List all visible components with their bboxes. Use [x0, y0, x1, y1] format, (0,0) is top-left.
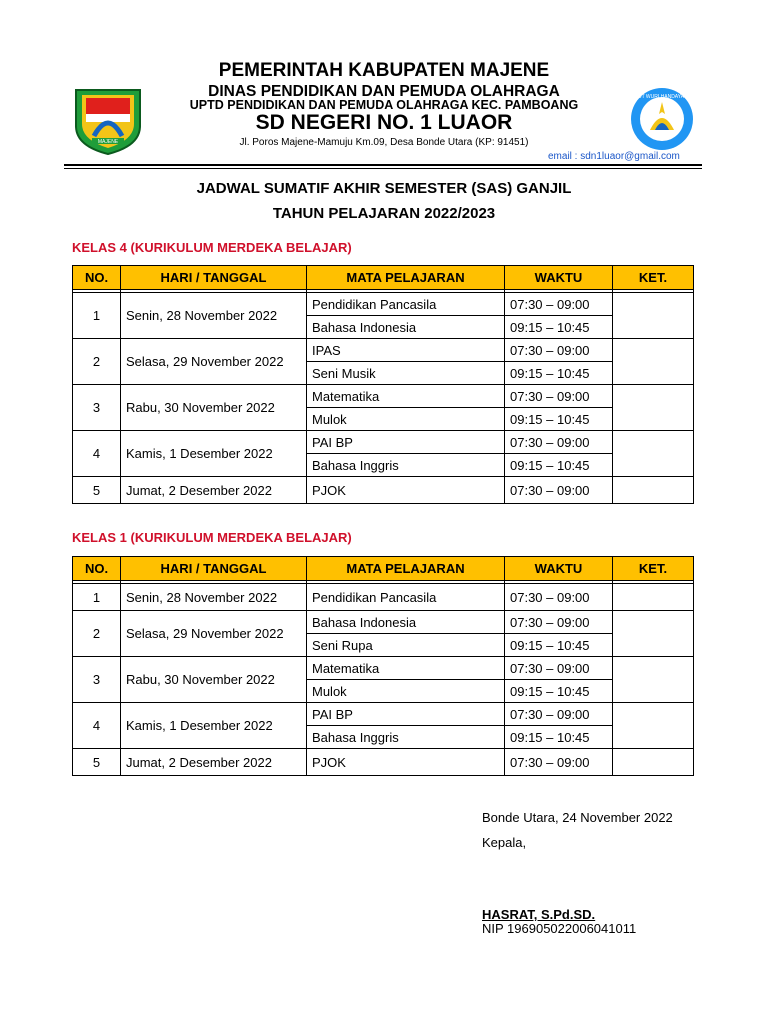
school-name: SD NEGERI NO. 1 LUAOR: [255, 111, 513, 134]
row-subject: Matematika: [307, 385, 505, 408]
signature-place-date: Bonde Utara, 24 November 2022: [482, 810, 673, 825]
table-row: [73, 584, 694, 611]
school-email[interactable]: email : sdn1luaor@gmail.com: [548, 151, 680, 162]
row-time: 09:15 – 10:45: [505, 362, 613, 385]
row-time: 07:30 – 09:00: [505, 339, 613, 362]
row-subject: Pendidikan Pancasila: [307, 584, 505, 611]
row-time: 09:15 – 10:45: [505, 726, 613, 749]
row-date: Jumat, 2 Desember 2022: [121, 477, 307, 504]
column-header: NO.: [73, 266, 121, 290]
row-subject: Bahasa Indonesia: [307, 611, 505, 634]
row-note: [613, 293, 694, 339]
row-date: Rabu, 30 November 2022: [121, 385, 307, 431]
row-date: Kamis, 1 Desember 2022: [121, 431, 307, 477]
svg-text:MAJENE: MAJENE: [97, 139, 119, 145]
row-date: Selasa, 29 November 2022: [121, 611, 307, 657]
column-header: MATA PELAJARAN: [307, 557, 505, 581]
row-subject: Mulok: [307, 408, 505, 431]
row-time: 07:30 – 09:00: [505, 431, 613, 454]
row-time: 09:15 – 10:45: [505, 680, 613, 703]
row-subject: PJOK: [307, 477, 505, 504]
row-note: [613, 339, 694, 385]
signature-name: HASRAT, S.Pd.SD.: [482, 907, 596, 922]
column-header: WAKTU: [505, 266, 613, 290]
column-header: HARI / TANGGAL: [121, 266, 307, 290]
table-row: [73, 339, 694, 362]
row-subject: Mulok: [307, 680, 505, 703]
table-header-row: [73, 557, 694, 581]
row-number: 4: [73, 431, 121, 477]
signature-role: Kepala,: [482, 835, 527, 850]
row-time: 09:15 – 10:45: [505, 634, 613, 657]
row-time: 09:15 – 10:45: [505, 454, 613, 477]
row-date: Jumat, 2 Desember 2022: [121, 749, 307, 776]
kelas1-schedule-table: [72, 556, 694, 776]
table-row: [73, 749, 694, 776]
column-header: MATA PELAJARAN: [307, 266, 505, 290]
row-date: Selasa, 29 November 2022: [121, 339, 307, 385]
table-row: [73, 657, 694, 680]
row-number: 2: [73, 611, 121, 657]
row-number: 2: [73, 339, 121, 385]
row-number: 4: [73, 703, 121, 749]
header-government: PEMERINTAH KABUPATEN MAJENE: [218, 60, 550, 81]
kelas1-heading: KELAS 1 (KURIKULUM MERDEKA BELAJAR): [72, 530, 352, 545]
row-subject: IPAS: [307, 339, 505, 362]
row-subject: Bahasa Inggris: [307, 726, 505, 749]
row-note: [613, 431, 694, 477]
school-address: Jl. Poros Majene-Mamuju Km.09, Desa Bonde Utara (KP: 91451): [239, 137, 529, 148]
row-note: [613, 385, 694, 431]
row-time: 07:30 – 09:00: [505, 477, 613, 504]
header-divider: [64, 164, 702, 166]
row-note: [613, 477, 694, 504]
column-header: HARI / TANGGAL: [121, 557, 307, 581]
row-date: Senin, 28 November 2022: [121, 584, 307, 611]
row-time: 09:15 – 10:45: [505, 316, 613, 339]
row-subject: Seni Rupa: [307, 634, 505, 657]
row-time: 07:30 – 09:00: [505, 611, 613, 634]
row-note: [613, 611, 694, 657]
row-date: Kamis, 1 Desember 2022: [121, 703, 307, 749]
row-note: [613, 584, 694, 611]
column-header: KET.: [613, 557, 694, 581]
row-note: [613, 703, 694, 749]
row-note: [613, 749, 694, 776]
row-time: 07:30 – 09:00: [505, 385, 613, 408]
doc-subtitle: TAHUN PELAJARAN 2022/2023: [272, 205, 496, 222]
row-subject: Seni Musik: [307, 362, 505, 385]
table-row: [73, 477, 694, 504]
kelas4-heading: KELAS 4 (KURIKULUM MERDEKA BELAJAR): [72, 240, 352, 255]
table-row: [73, 431, 694, 454]
row-date: Senin, 28 November 2022: [121, 293, 307, 339]
column-header: NO.: [73, 557, 121, 581]
row-number: 1: [73, 584, 121, 611]
row-number: 5: [73, 477, 121, 504]
row-number: 3: [73, 385, 121, 431]
table-header-row: [73, 266, 694, 290]
row-subject: PAI BP: [307, 431, 505, 454]
row-time: 09:15 – 10:45: [505, 408, 613, 431]
row-subject: Pendidikan Pancasila: [307, 293, 505, 316]
row-time: 07:30 – 09:00: [505, 703, 613, 726]
row-note: [613, 657, 694, 703]
signature-nip: NIP 196905022006041011: [482, 921, 637, 936]
table-row: [73, 703, 694, 726]
row-subject: Bahasa Indonesia: [307, 316, 505, 339]
kelas4-schedule-table: [72, 265, 694, 504]
column-header: KET.: [613, 266, 694, 290]
row-number: 3: [73, 657, 121, 703]
row-number: 5: [73, 749, 121, 776]
table-row: [73, 385, 694, 408]
header-divider-thin: [64, 168, 702, 169]
row-subject: Matematika: [307, 657, 505, 680]
row-time: 07:30 – 09:00: [505, 749, 613, 776]
row-subject: PAI BP: [307, 703, 505, 726]
row-subject: PJOK: [307, 749, 505, 776]
column-header: WAKTU: [505, 557, 613, 581]
svg-text:TUT WURI HANDAYANI: TUT WURI HANDAYANI: [634, 94, 690, 100]
row-time: 07:30 – 09:00: [505, 584, 613, 611]
row-number: 1: [73, 293, 121, 339]
doc-title: JADWAL SUMATIF AKHIR SEMESTER (SAS) GANJIL: [196, 180, 572, 197]
row-time: 07:30 – 09:00: [505, 657, 613, 680]
header-department: DINAS PENDIDIKAN DAN PEMUDA OLAHRAGA: [208, 83, 560, 100]
header-uptd: UPTD PENDIDIKAN DAN PEMUDA OLAHRAGA KEC. PAMBOANG: [189, 98, 579, 112]
row-subject: Bahasa Inggris: [307, 454, 505, 477]
table-row: [73, 293, 694, 316]
row-date: Rabu, 30 November 2022: [121, 657, 307, 703]
table-row: [73, 611, 694, 634]
row-time: 07:30 – 09:00: [505, 293, 613, 316]
